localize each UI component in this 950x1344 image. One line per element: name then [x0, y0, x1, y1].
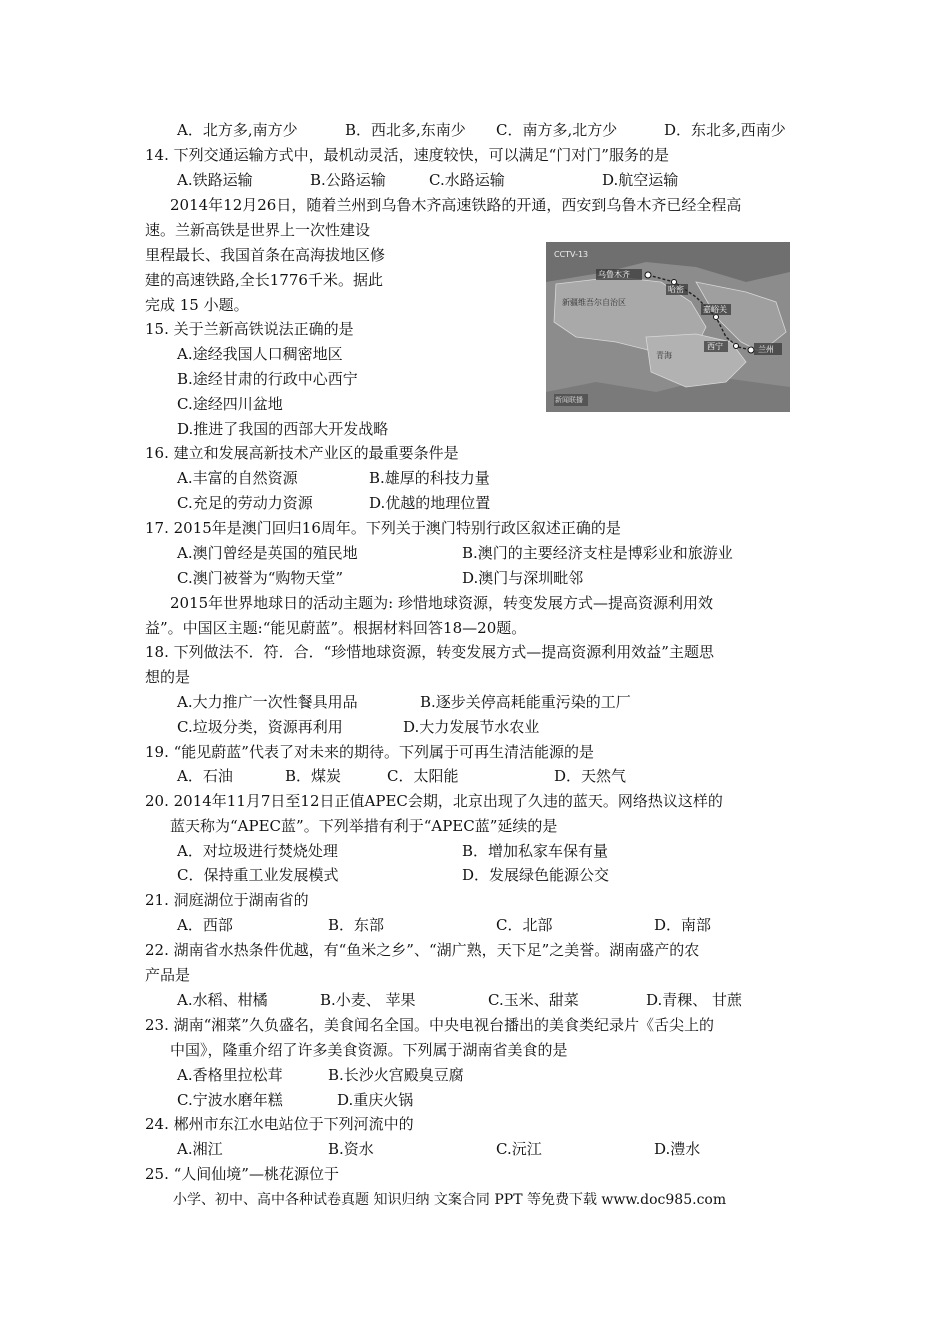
material2-line1: 2015年世界地球日的活动主题为: 珍惜地球资源，转变发展方式—提高资源利用效	[170, 594, 713, 612]
q18-option-b: B.逐步关停高耗能重污染的工厂	[420, 693, 631, 711]
map-label-lanzhou: 兰州	[758, 345, 774, 354]
map-tv-logo: CCTV-13	[554, 250, 589, 259]
q23-stem-line1: 23. 湖南“湘菜”久负盛名，美食闻名全国。中央电视台播出的美食类纪录片《舌尖上的	[145, 1016, 714, 1034]
q22-option-c: C.玉米、甜菜	[488, 991, 579, 1009]
q17-option-b: B.澳门的主要经济支柱是博彩业和旅游业	[462, 544, 733, 562]
q21-option-d: D．南部	[654, 916, 712, 934]
material1-line4: 建的高速铁路,全长1776千米。据此	[145, 271, 383, 289]
q17-option-d: D.澳门与深圳毗邻	[462, 569, 584, 587]
railway-map-graphic	[546, 242, 790, 412]
map-label-xining: 西宁	[707, 342, 723, 351]
page-footer: 小学、初中、高中各种试卷真题 知识归纳 文案合同 PPT 等免费下载 www.doc985.com	[173, 1192, 727, 1208]
q17-option-c: C.澳门被誉为“购物天堂”	[177, 569, 344, 587]
q22-option-b: B.小麦、 苹果	[320, 991, 416, 1009]
material1-line2: 速。兰新高铁是世界上一次性建设	[145, 221, 371, 239]
material1-line5: 完成 15 小题。	[145, 296, 249, 314]
q19-option-a: A．石油	[177, 767, 233, 785]
q23-option-b: B.长沙火宫殿臭豆腐	[328, 1066, 464, 1084]
q19-option-b: B．煤炭	[285, 767, 342, 785]
q24-option-b: B.资水	[328, 1140, 374, 1158]
q18-stem-line2: 想的是	[145, 668, 191, 686]
map-label-hami: 哈密	[668, 285, 684, 294]
q18-option-c: C.垃圾分类，资源再利用	[177, 718, 343, 736]
map-label-jiayuguan: 嘉峪关	[703, 305, 727, 314]
q19-stem: 19. “能见蔚蓝”代表了对未来的期待。下列属于可再生清洁能源的是	[145, 743, 594, 761]
q15-option-c: C.途经四川盆地	[177, 395, 283, 413]
q24-stem: 24. 郴州市东江水电站位于下列河流中的	[145, 1115, 414, 1133]
q13-option-b: B．西北多,东南少	[345, 121, 466, 139]
q14-stem: 14. 下列交通运输方式中，最机动灵活，速度较快，可以满足“门对门”服务的是	[145, 146, 669, 164]
q20-option-b: B．增加私家车保有量	[462, 842, 609, 860]
q23-option-a: A.香格里拉松茸	[177, 1066, 283, 1084]
q24-option-a: A.湘江	[177, 1140, 223, 1158]
material2-line2: 益”。中国区主题:“能见蔚蓝”。根据材料回答18—20题。	[145, 619, 527, 637]
q14-option-c: C.水路运输	[429, 171, 505, 189]
q17-option-a: A.澳门曾经是英国的殖民地	[177, 544, 358, 562]
q15-option-d: D.推进了我国的西部大开发战略	[177, 420, 389, 438]
q20-option-d: D．发展绿色能源公交	[462, 866, 610, 884]
q15-option-b: B.途经甘肃的行政中心西宁	[177, 370, 358, 388]
q14-option-a: A.铁路运输	[177, 171, 253, 189]
map-label-qinghai: 青海	[656, 351, 672, 360]
q21-stem: 21. 洞庭湖位于湖南省的	[145, 891, 309, 909]
q18-stem-line1: 18. 下列做法不．符．合．“珍惜地球资源，转变发展方式—提高资源利用效益”主题思	[145, 643, 714, 661]
q20-stem-line2: 蓝天称为“APEC蓝”。下列举措有利于“APEC蓝”延续的是	[170, 817, 558, 835]
q20-stem-line1: 20. 2014年11月7日至12日正值APEC会期，北京出现了久违的蓝天。网络热议这样的	[145, 792, 723, 810]
q22-option-d: D.青稞、 甘蔗	[646, 991, 743, 1009]
q22-stem-line2: 产品是	[145, 966, 191, 984]
q16-option-d: D.优越的地理位置	[369, 494, 491, 512]
q13-option-c: C．南方多,北方少	[496, 121, 618, 139]
q15-option-a: A.途经我国人口稠密地区	[177, 345, 343, 363]
q14-option-b: B.公路运输	[310, 171, 386, 189]
q20-option-a: A．对垃圾进行焚烧处理	[177, 842, 338, 860]
map-label-urumqi: 乌鲁木齐	[598, 270, 630, 279]
q24-option-c: C.沅江	[496, 1140, 542, 1158]
q22-stem-line1: 22. 湖南省水热条件优越，有“鱼米之乡”、“湖广熟，天下足”之美誉。湖南盛产的农	[145, 941, 700, 959]
q14-option-d: D.航空运输	[602, 171, 679, 189]
q21-option-c: C．北部	[496, 916, 553, 934]
q22-option-a: A.水稻、柑橘	[177, 991, 268, 1009]
q16-option-a: A.丰富的自然资源	[177, 469, 298, 487]
q18-option-a: A.大力推广一次性餐具用品	[177, 693, 358, 711]
q15-stem: 15. 关于兰新高铁说法正确的是	[145, 320, 354, 338]
railway-map	[546, 242, 790, 412]
q13-option-a: A．北方多,南方少	[177, 121, 298, 139]
q21-option-a: A．西部	[177, 916, 233, 934]
map-news-badge: 新闻联播	[555, 396, 583, 404]
q23-option-d: D.重庆火锅	[337, 1091, 414, 1109]
material1-line3: 里程最长、我国首条在高海拔地区修	[145, 246, 386, 264]
q25-stem: 25. “人间仙境”—桃花源位于	[145, 1165, 339, 1183]
q19-option-d: D．天然气	[554, 767, 627, 785]
q16-stem: 16. 建立和发展高新技术产业区的最重要条件是	[145, 444, 459, 462]
q17-stem: 17. 2015年是澳门回归16周年。下列关于澳门特别行政区叙述正确的是	[145, 519, 621, 537]
q16-option-b: B.雄厚的科技力量	[369, 469, 490, 487]
q21-option-b: B．东部	[328, 916, 385, 934]
q20-option-c: C．保持重工业发展模式	[177, 866, 339, 884]
q18-option-d: D.大力发展节水农业	[403, 718, 540, 736]
map-label-xinjiang: 新疆维吾尔自治区	[562, 298, 626, 307]
q13-option-d: D．东北多,西南少	[664, 121, 786, 139]
q19-option-c: C．太阳能	[387, 767, 459, 785]
q23-option-c: C.宁波水磨年糕	[177, 1091, 283, 1109]
material1-line1: 2014年12月26日，随着兰州到乌鲁木齐高速铁路的开通，西安到乌鲁木齐已经全程高	[170, 196, 742, 214]
q24-option-d: D.澧水	[654, 1140, 701, 1158]
q16-option-c: C.充足的劳动力资源	[177, 494, 313, 512]
q23-stem-line2: 中国》，隆重介绍了许多美食资源。下列属于湖南省美食的是	[170, 1041, 568, 1059]
